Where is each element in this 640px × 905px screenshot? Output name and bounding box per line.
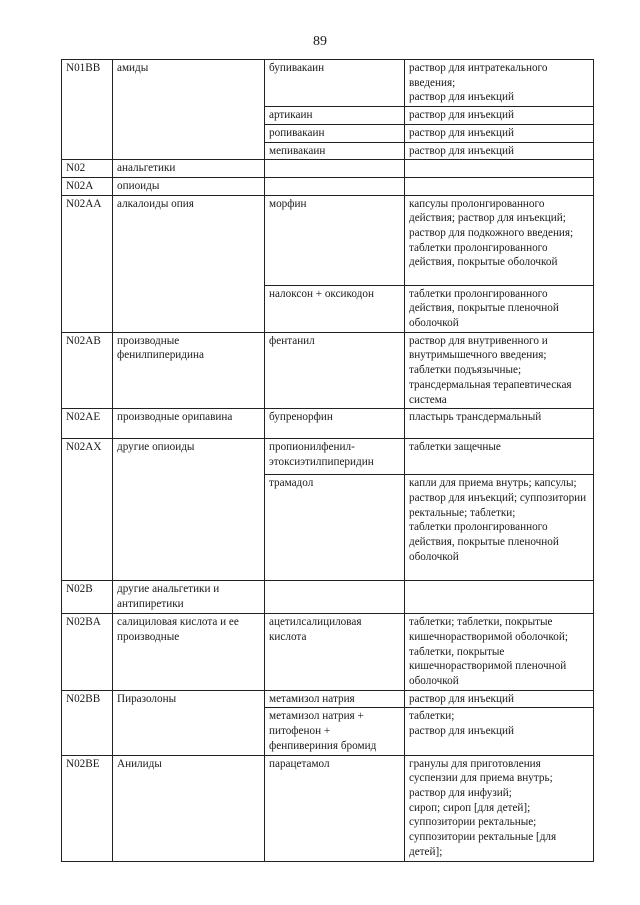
table-row xyxy=(62,755,594,861)
drug-name-cell: трамадол xyxy=(265,475,405,581)
table-row xyxy=(62,581,594,614)
drug-name-cell: мепивакаин xyxy=(265,142,405,160)
dosage-form-cell xyxy=(405,581,594,614)
group-name-cell: производные фенилпиперидина xyxy=(113,332,265,409)
drug-name-cell: морфин xyxy=(265,195,405,285)
drug-classification-table xyxy=(61,59,594,862)
atc-code-cell: N02A xyxy=(62,177,113,195)
atc-code-cell: N02BE xyxy=(62,755,113,861)
table-row xyxy=(62,439,594,475)
atc-code-cell: N02BA xyxy=(62,614,113,691)
drug-name-cell: налоксон + оксикодон xyxy=(265,285,405,332)
atc-code-cell: N02AA xyxy=(62,195,113,332)
group-name-cell: опиоиды xyxy=(113,177,265,195)
group-name-cell: Анилиды xyxy=(113,755,265,861)
group-name-cell: другие анальгетики и антипиретики xyxy=(113,581,265,614)
atc-code-cell: N02AE xyxy=(62,409,113,439)
drug-name-cell xyxy=(265,177,405,195)
dosage-form-cell: раствор для инъекций xyxy=(405,124,594,142)
dosage-form-cell xyxy=(405,177,594,195)
drug-name-cell: парацетамол xyxy=(265,755,405,861)
group-name-cell: другие опиоиды xyxy=(113,439,265,581)
group-name-cell: Пиразолоны xyxy=(113,690,265,755)
page-number: 89 xyxy=(313,34,327,49)
dosage-form-cell: таблетки; раствор для инъекций xyxy=(405,708,594,755)
dosage-form-cell: пластырь трансдермальный xyxy=(405,409,594,439)
table-row xyxy=(62,177,594,195)
dosage-form-cell: раствор для инъекций xyxy=(405,142,594,160)
table-row xyxy=(62,160,594,178)
table-row xyxy=(62,195,594,285)
dosage-form-cell: раствор для внутривенного и внутримышечного введения; таблетки подъязычные; трансдермальная терапевтическая система xyxy=(405,332,594,409)
drug-name-cell: метамизол натрия xyxy=(265,690,405,708)
group-name-cell: алкалоиды опия xyxy=(113,195,265,332)
dosage-form-cell: раствор для инъекций xyxy=(405,690,594,708)
group-name-cell: салициловая кислота и ее производные xyxy=(113,614,265,691)
table-row xyxy=(62,614,594,691)
drug-name-cell: пропионилфенил-этоксиэтилпиперидин xyxy=(265,439,405,475)
table-row xyxy=(62,690,594,708)
drug-name-cell: бупивакаин xyxy=(265,60,405,107)
group-name-cell: анальгетики xyxy=(113,160,265,178)
atc-code-cell: N02B xyxy=(62,581,113,614)
table-row xyxy=(62,332,594,409)
dosage-form-cell: капли для приема внутрь; капсулы; раствор для инъекций; суппозитории ректальные; таблетки; таблетки пролонгированного действия, покрытые пленочной оболочкой xyxy=(405,475,594,581)
table-row xyxy=(62,60,594,107)
drug-name-cell: ацетилсалициловая кислота xyxy=(265,614,405,691)
group-name-cell: производные орипавина xyxy=(113,409,265,439)
dosage-form-cell: таблетки пролонгированного действия, покрытые пленочной оболочкой xyxy=(405,285,594,332)
drug-name-cell: бупренорфин xyxy=(265,409,405,439)
dosage-form-cell: раствор для интратекального введения; раствор для инъекций xyxy=(405,60,594,107)
drug-name-cell: артикаин xyxy=(265,107,405,125)
dosage-form-cell: раствор для инъекций xyxy=(405,107,594,125)
drug-name-cell: фентанил xyxy=(265,332,405,409)
atc-code-cell: N02AB xyxy=(62,332,113,409)
dosage-form-cell: гранулы для приготовления суспензии для приема внутрь; раствор для инфузий; сироп; сироп [для детей]; суппозитории ректальные; суппозитории ректальные [для детей]; xyxy=(405,755,594,861)
drug-name-cell xyxy=(265,160,405,178)
drug-name-cell xyxy=(265,581,405,614)
table-row xyxy=(62,409,594,439)
atc-code-cell: N02 xyxy=(62,160,113,178)
group-name-cell: амиды xyxy=(113,60,265,160)
atc-code-cell: N02AX xyxy=(62,439,113,581)
drug-name-cell: метамизол натрия + питофенон + фенпивериния бромид xyxy=(265,708,405,755)
dosage-form-cell: таблетки; таблетки, покрытые кишечнорастворимой оболочкой; таблетки, покрытые кишечнорастворимой пленочной оболочкой xyxy=(405,614,594,691)
drug-name-cell: ропивакаин xyxy=(265,124,405,142)
dosage-form-cell xyxy=(405,160,594,178)
dosage-form-cell: таблетки защечные xyxy=(405,439,594,475)
atc-code-cell: N01BB xyxy=(62,60,113,160)
dosage-form-cell: капсулы пролонгированного действия; раствор для инъекций; раствор для подкожного введения; таблетки пролонгированного действия, покрытые оболочкой xyxy=(405,195,594,285)
atc-code-cell: N02BB xyxy=(62,690,113,755)
